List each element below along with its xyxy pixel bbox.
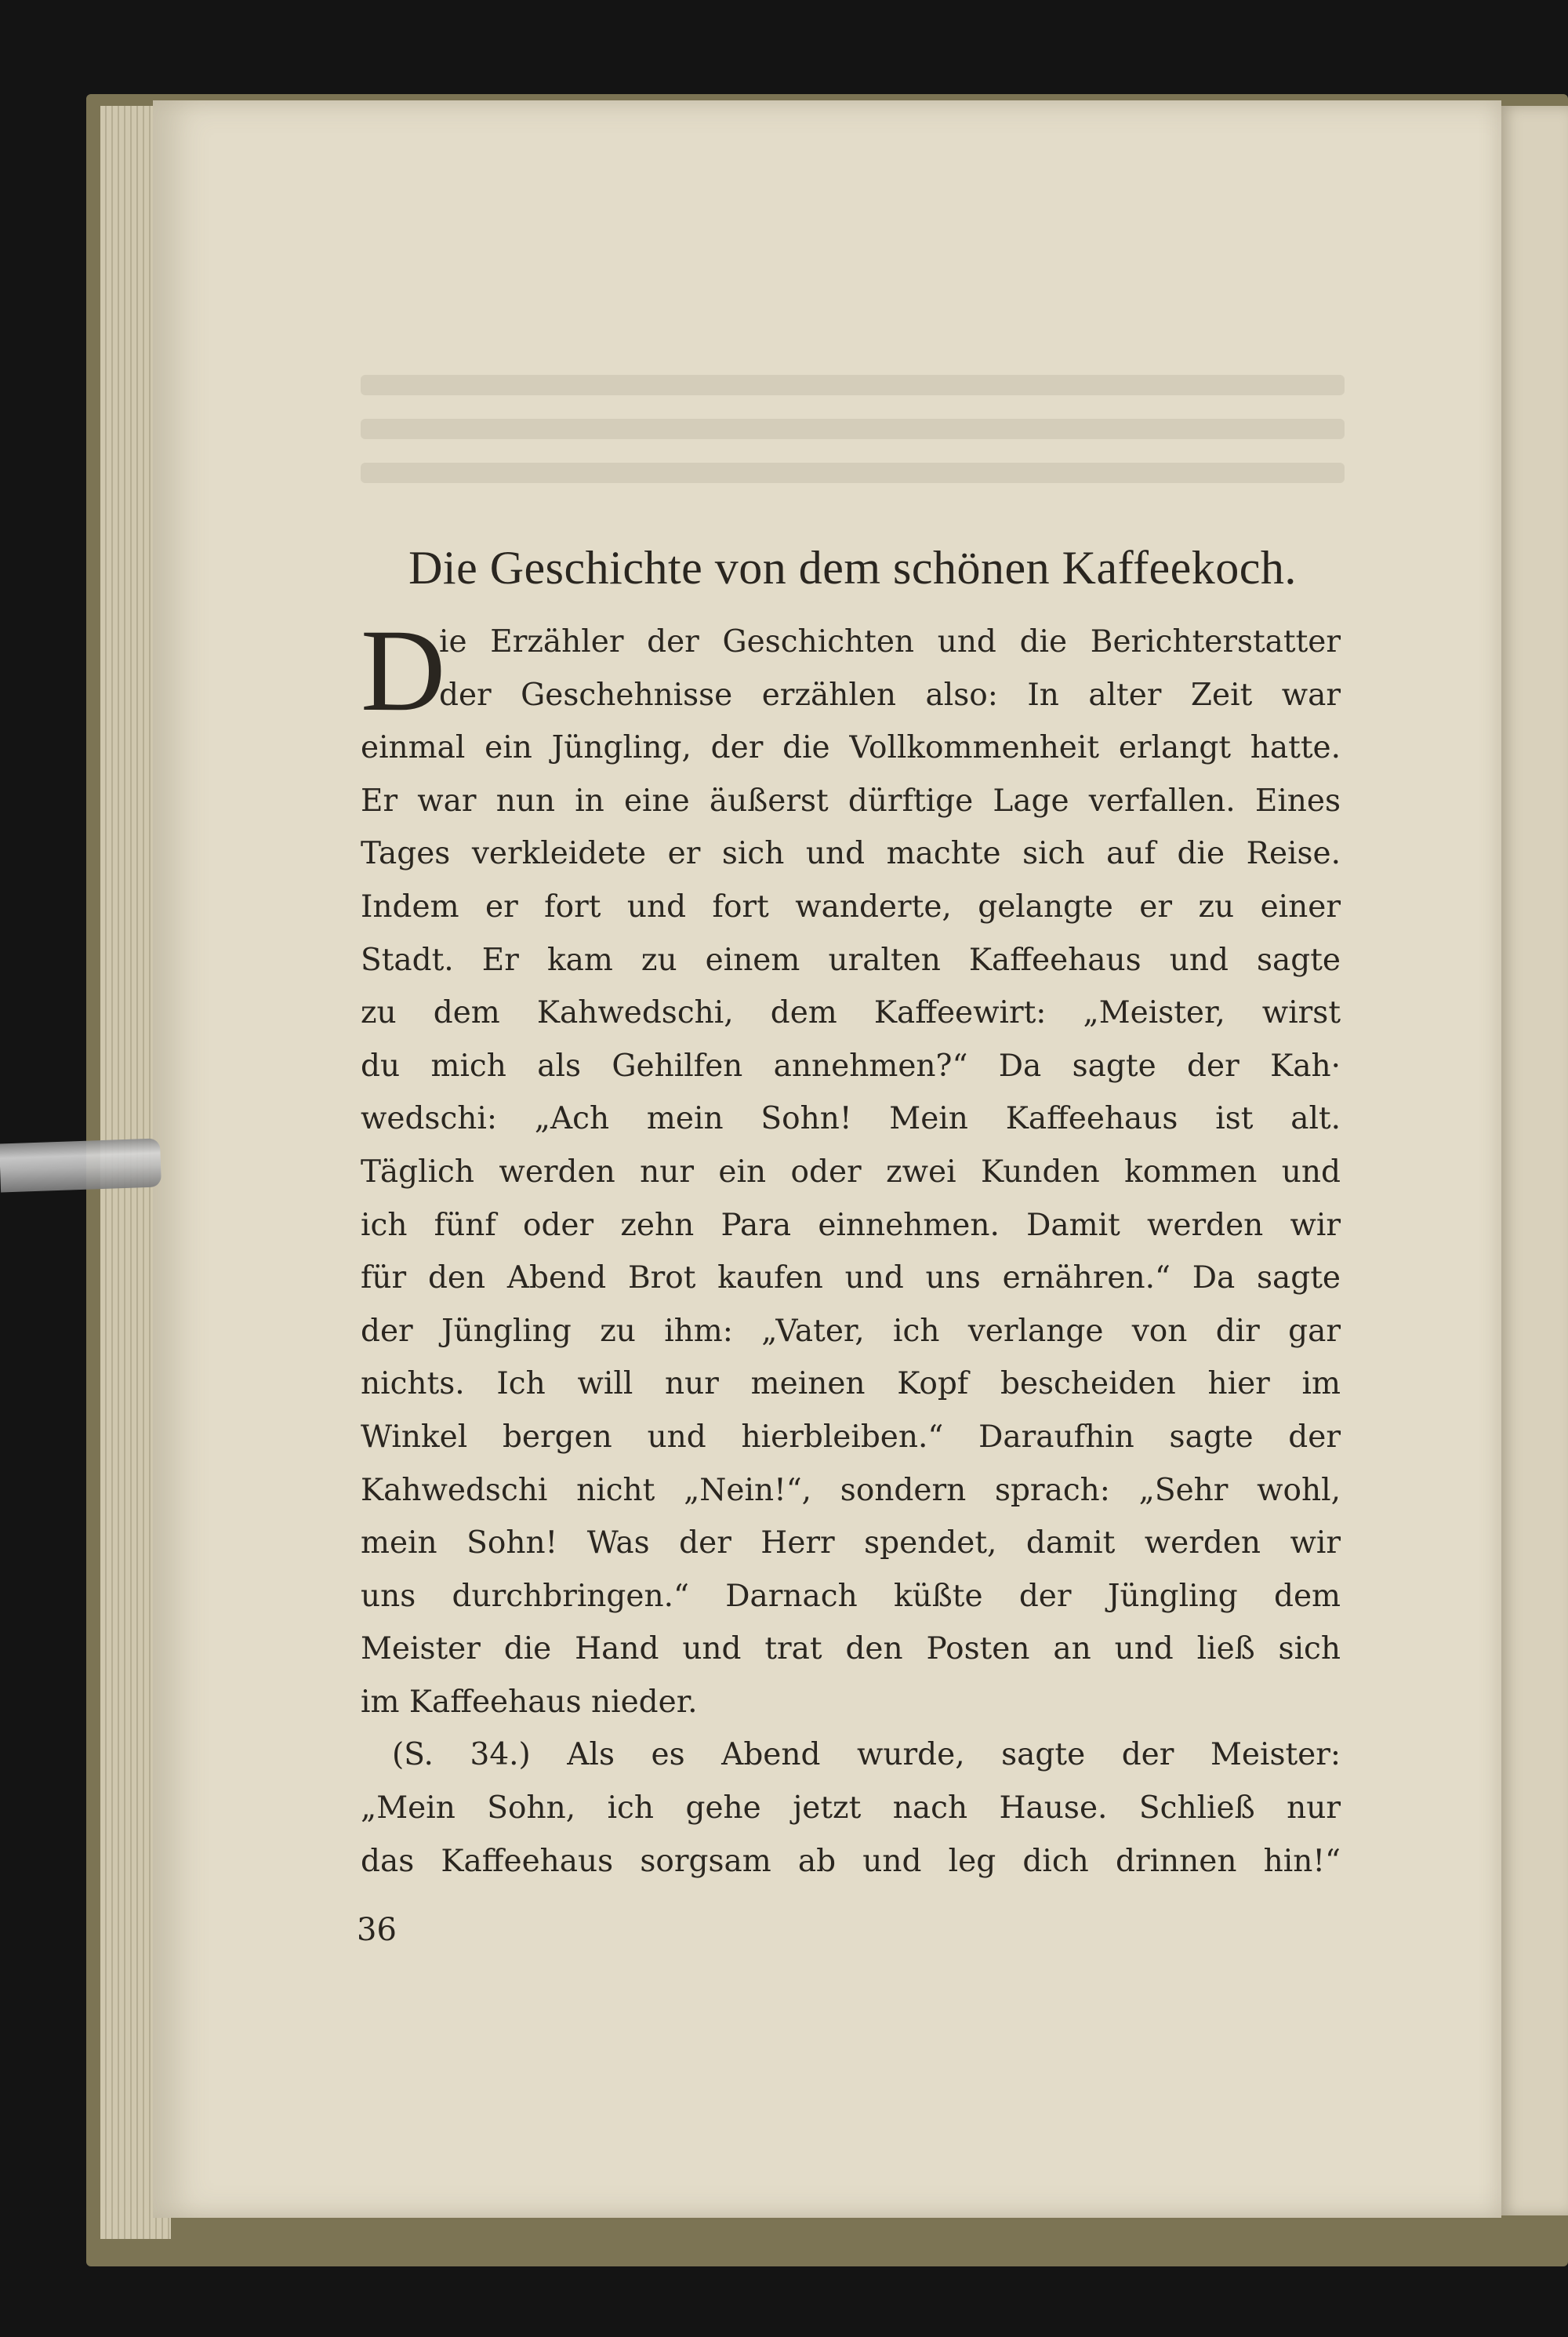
text-line: für den Abend Brot kaufen und uns ernähren.“ Da sagte [361, 1260, 1341, 1296]
text-line: ie Erzähler der Geschichten und die Berichterstatter [439, 624, 1341, 660]
chapter-title: Die Geschichte von dem schönen Kaffeekoch. [408, 542, 1297, 594]
page-number: 36 [357, 1912, 397, 1948]
text-line: Tages verkleidete er sich und machte sich auf die Reise. [361, 836, 1341, 872]
text-line: im Kaffeehaus nieder. [361, 1684, 698, 1720]
text-line: einmal ein Jüngling, der die Vollkommenheit erlangt hatte. [361, 730, 1341, 766]
text-line: ich fünf oder zehn Para einnehmen. Damit werden wir [361, 1207, 1341, 1243]
text-line: Stadt. Er kam zu einem uralten Kaffeehaus und sagte [361, 942, 1341, 978]
text-line: das Kaffeehaus sorgsam ab und leg dich drinnen hin!“ [361, 1843, 1341, 1879]
text-line: Winkel bergen und hierbleiben.“ Daraufhin sagte der [361, 1419, 1341, 1455]
text-line: „Mein Sohn, ich gehe jetzt nach Hause. Schließ nur [361, 1790, 1341, 1826]
text-line: Kahwedschi nicht „Nein!“, sondern sprach: „Sehr wohl, [361, 1472, 1341, 1508]
drop-cap: D [361, 605, 446, 736]
text-line: Meister die Hand und trat den Posten an und ließ sich [361, 1631, 1341, 1667]
body-text [361, 605, 1341, 1888]
text-line: der Geschehnisse erzählen also: In alter Zeit war [439, 677, 1341, 713]
next-page-edge [1499, 106, 1568, 2215]
page-holder-rod [0, 1138, 162, 1192]
text-line: Indem er fort und fort wanderte, gelangte er zu einer [361, 889, 1341, 925]
text-line: uns durchbringen.“ Darnach küßte der Jüngling dem [361, 1578, 1341, 1614]
text-line: mein Sohn! Was der Herr spendet, damit werden wir [361, 1525, 1341, 1561]
text-line: nichts. Ich will nur meinen Kopf bescheiden hier im [361, 1366, 1341, 1402]
text-line: zu dem Kahwedschi, dem Kaffeewirt: „Meister, wirst [361, 995, 1341, 1031]
show-through-text [361, 361, 1345, 525]
text-line: wedschi: „Ach mein Sohn! Mein Kaffeehaus ist alt. [361, 1101, 1341, 1137]
text-line: der Jüngling zu ihm: „Vater, ich verlange von dir gar [361, 1313, 1341, 1349]
text-line: du mich als Gehilfen annehmen?“ Da sagte der Kah· [361, 1048, 1341, 1084]
text-line: (S. 34.) Als es Abend wurde, sagte der Meister: [392, 1737, 1341, 1773]
text-line: Er war nun in eine äußerst dürftige Lage verfallen. Eines [361, 783, 1341, 819]
text-line: Täglich werden nur ein oder zwei Kunden kommen und [361, 1154, 1341, 1190]
